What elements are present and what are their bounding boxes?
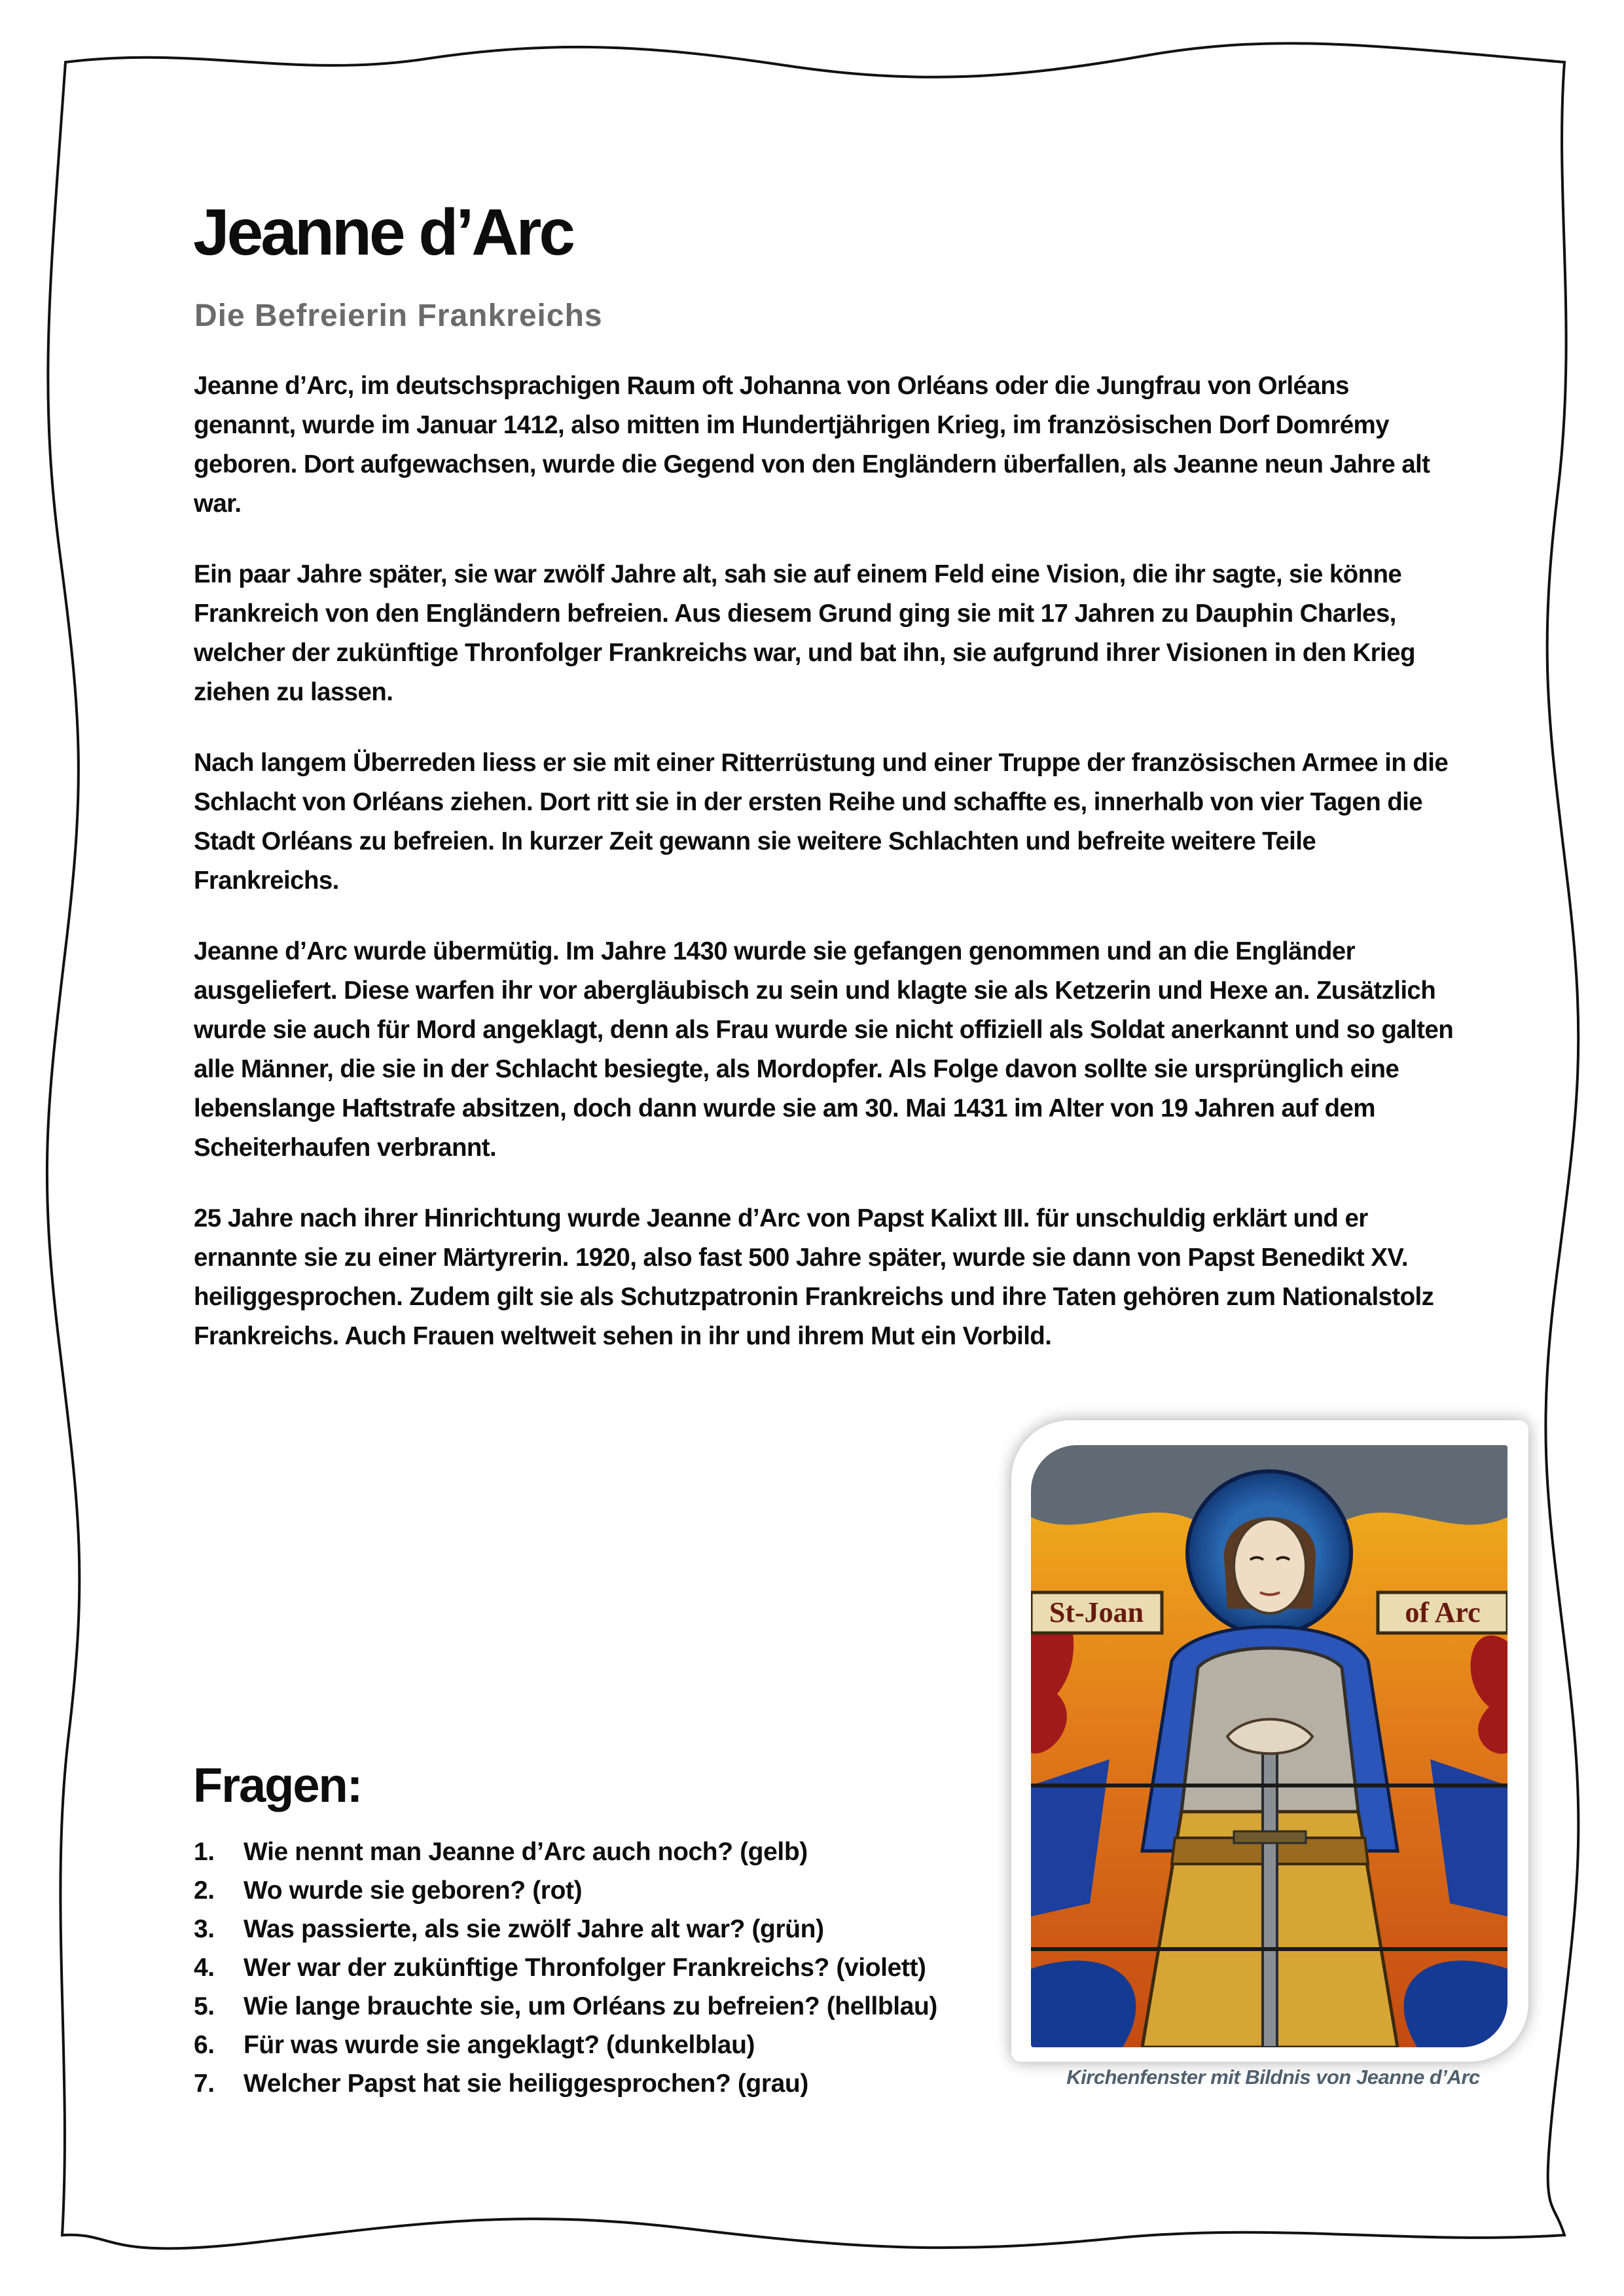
paragraph-trial: Jeanne d’Arc wurde übermütig. Im Jahre 1430 wurde sie gefangen genommen und an die Engländer ausgeliefert. Diese warfen ihr vor abergläubisch zu sein und klagte sie als Ketzerin und Hexe an. Zusätzlich wurde sie auch für Mord angeklagt, denn als Frau wurde sie nicht offiziell als Soldat anerkannt und so galten alle Männer, die sie in der Schlacht besiegte, als Mordopfer. Als Folge davon sollte sie ursprünglich eine lebenslange Haftstrafe absitzen, doch dann wurde sie am 30. Mai 1431 im Alter von 19 Jahren auf dem Scheiterhaufen verbrannt. [194,937,1454,1162]
page-subtitle: Die Befreierin Frankreichs [194,298,603,333]
photo-frame [1011,1420,1528,2062]
page-title: Jeanne d’Arc [193,196,573,269]
question-item [194,1948,1045,1987]
question-item [194,2064,1045,2103]
question-number: 2. [194,1876,215,1905]
question-item [194,1910,1045,1948]
paragraph-vision: Ein paar Jahre später, sie war zwölf Jahre alt, sah sie auf einem Feld eine Vision, die ihr sagte, sie könne Frankreich von den Engländern befreien. Aus diesem Grund ging sie mit 17 Jahren zu Dauphin Charles, welcher der zukünftige Thronfolger Frankreichs war, und bat ihn, sie aufgrund ihrer Visionen in den Krieg ziehen zu lassen. [194,560,1415,706]
question-text: Wo wurde sie geboren? (rot) [244,1876,583,1905]
question-number: 1. [194,1838,215,1866]
question-text: Wer war der zukünftige Thronfolger Frankreichs? (violett) [244,1954,926,1982]
stained-glass-figure [1011,1420,1528,2094]
question-item [194,1987,1045,2026]
question-number: 3. [194,1915,215,1943]
question-text: Wie lange brauchte sie, um Orléans zu befreien? (hellblau) [244,1992,938,2020]
banner-left-text: St-Joan [1049,1596,1144,1628]
figure-caption: Kirchenfenster mit Bildnis von Jeanne d’Arc [1066,2066,1480,2089]
banner-right-text: of Arc [1405,1596,1481,1628]
article-body [194,367,1457,1388]
question-number: 4. [194,1954,215,1982]
paragraph-birth: Jeanne d’Arc, im deutschsprachigen Raum oft Johanna von Orléans oder die Jungfrau von Orléans genannt, wurde im Januar 1412, also mitten im Hundertjährigen Krieg, im französischen Dorf Domrémy geboren. Dort aufgewachsen, wurde die Gegend von den Engländern überfallen, als Jeanne neun Jahre alt war. [194,372,1430,518]
question-text: Welcher Papst hat sie heiliggesprochen? (grau) [244,2070,808,2098]
question-item [194,1833,1045,1871]
question-text: Für was wurde sie angeklagt? (dunkelblau) [244,2031,755,2059]
question-item [194,1871,1045,1910]
question-number: 6. [194,2031,215,2059]
questions-heading: Fragen: [193,1758,362,1812]
question-text: Wie nennt man Jeanne d’Arc auch noch? (gelb) [244,1838,808,1866]
question-number: 5. [194,1992,215,2020]
question-item [194,2026,1045,2064]
question-text: Was passierte, als sie zwölf Jahre alt war? (grün) [244,1915,824,1943]
paragraph-orleans: Nach langem Überreden liess er sie mit einer Ritterrüstung und einer Truppe der französischen Armee in die Schlacht von Orléans ziehen. Dort ritt sie in der ersten Reihe und schaffte es, innerhalb von vier Tagen die Stadt Orléans zu befreien. In kurzer Zeit gewann sie weitere Schlachten und befreite weitere Teile Frankreichs. [194,749,1449,895]
question-list [194,1833,1045,2103]
question-number: 7. [194,2070,215,2098]
paragraph-canonization: 25 Jahre nach ihrer Hinrichtung wurde Jeanne d’Arc von Papst Kalixt III. für unschuldig erklärt und er ernannte sie zu einer Märtyrerin. 1920, also fast 500 Jahre später, wurde sie dann von Papst Benedikt XV. heiliggesprochen. Zudem gilt sie als Schutzpatronin Frankreichs und ihre Taten gehören zum Nationalstolz Frankreichs. Auch Frauen weltweit sehen in ihr und ihrem Mut ein Vorbild. [194,1204,1434,1350]
stained-glass-window-image [1031,1445,1507,2047]
